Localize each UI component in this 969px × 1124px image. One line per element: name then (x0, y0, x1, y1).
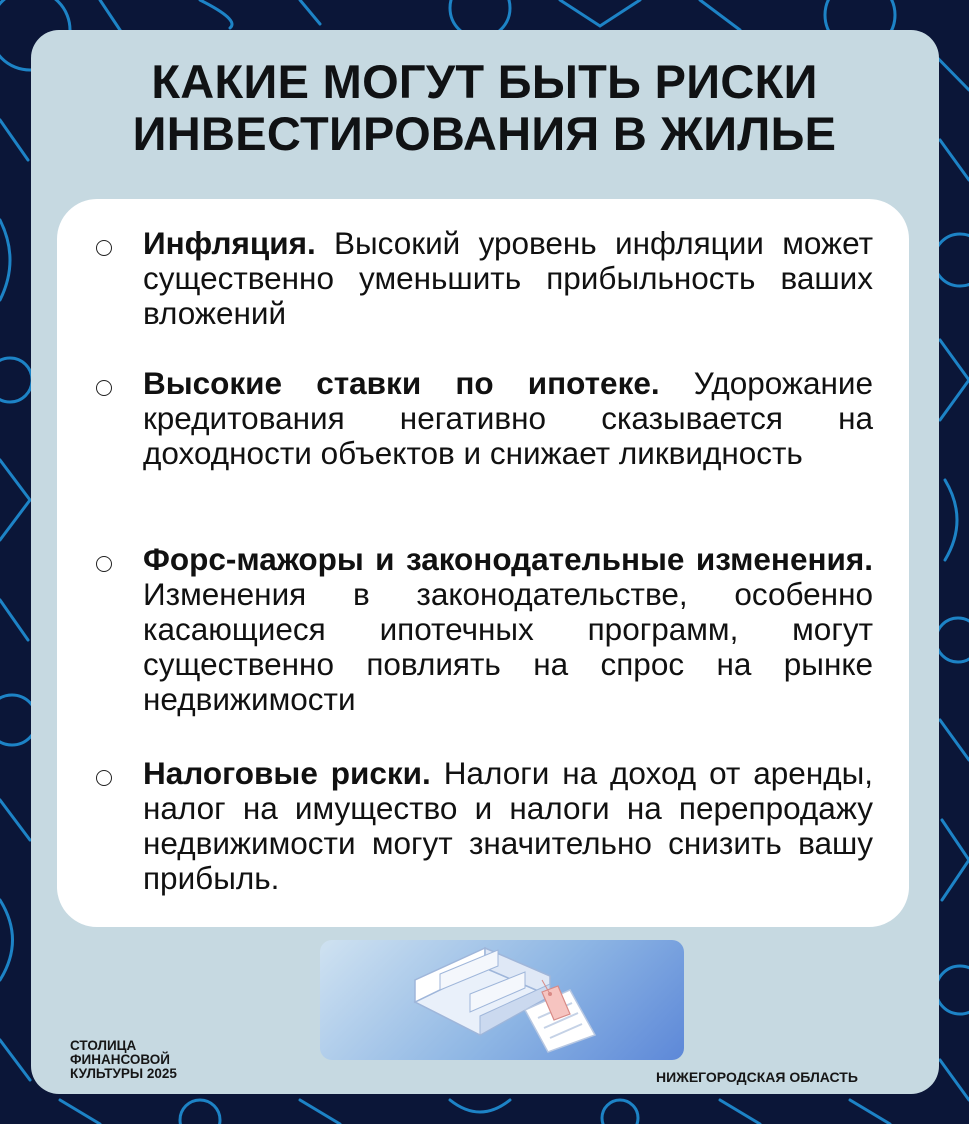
bullet-circle-icon (96, 770, 112, 786)
brand-line-1: СТОЛИЦА (70, 1038, 137, 1053)
bullet-circle-icon (96, 240, 112, 256)
risk-text: Удорожание кредитования негативно сказывается на доходности объектов и снижает ликвидность (143, 365, 873, 471)
region-label: НИЖЕГОРОДСКАЯ ОБЛАСТЬ (656, 1069, 858, 1085)
brand-line-2: ФИНАНСОВОЙ (70, 1052, 171, 1067)
risk-heading: Налоговые риски. (143, 755, 444, 791)
bullet-circle-icon (96, 380, 112, 396)
risk-text: Изменения в законодательстве, особенно касающиеся ипотечных программ, могут существенно повлиять на спрос на рынке недвижимости (143, 576, 873, 717)
brand-logo-text (70, 1039, 177, 1081)
risk-text: Налоги на доход от аренды, налог на имущество и налоги на перепродажу недвижимости могут значительно снизить вашу прибыль. (143, 755, 873, 896)
risk-item-inflation (143, 226, 873, 331)
risk-item-mortgage-rates (143, 366, 873, 471)
brand-line-3: КУЛЬТУРЫ 2025 (70, 1066, 177, 1081)
title-line-1: КАКИЕ МОГУТ БЫТЬ РИСКИ (151, 55, 818, 108)
risk-heading: Высокие ставки по ипотеке. (143, 365, 694, 401)
page-title (0, 56, 969, 160)
risk-heading: Форс-мажоры и законодательные изменения. (143, 541, 873, 577)
bullet-circle-icon (96, 556, 112, 572)
risk-text: Высокий уровень инфляции может существенно уменьшить прибыльность ваших вложений (143, 225, 874, 331)
title-line-2: ИНВЕСТИРОВАНИЯ В ЖИЛЬЕ (132, 107, 837, 160)
risk-item-force-majeure (143, 542, 873, 717)
risk-item-tax (143, 756, 873, 896)
risk-heading: Инфляция. (143, 225, 335, 261)
apartment-plan-illustration (320, 940, 684, 1060)
